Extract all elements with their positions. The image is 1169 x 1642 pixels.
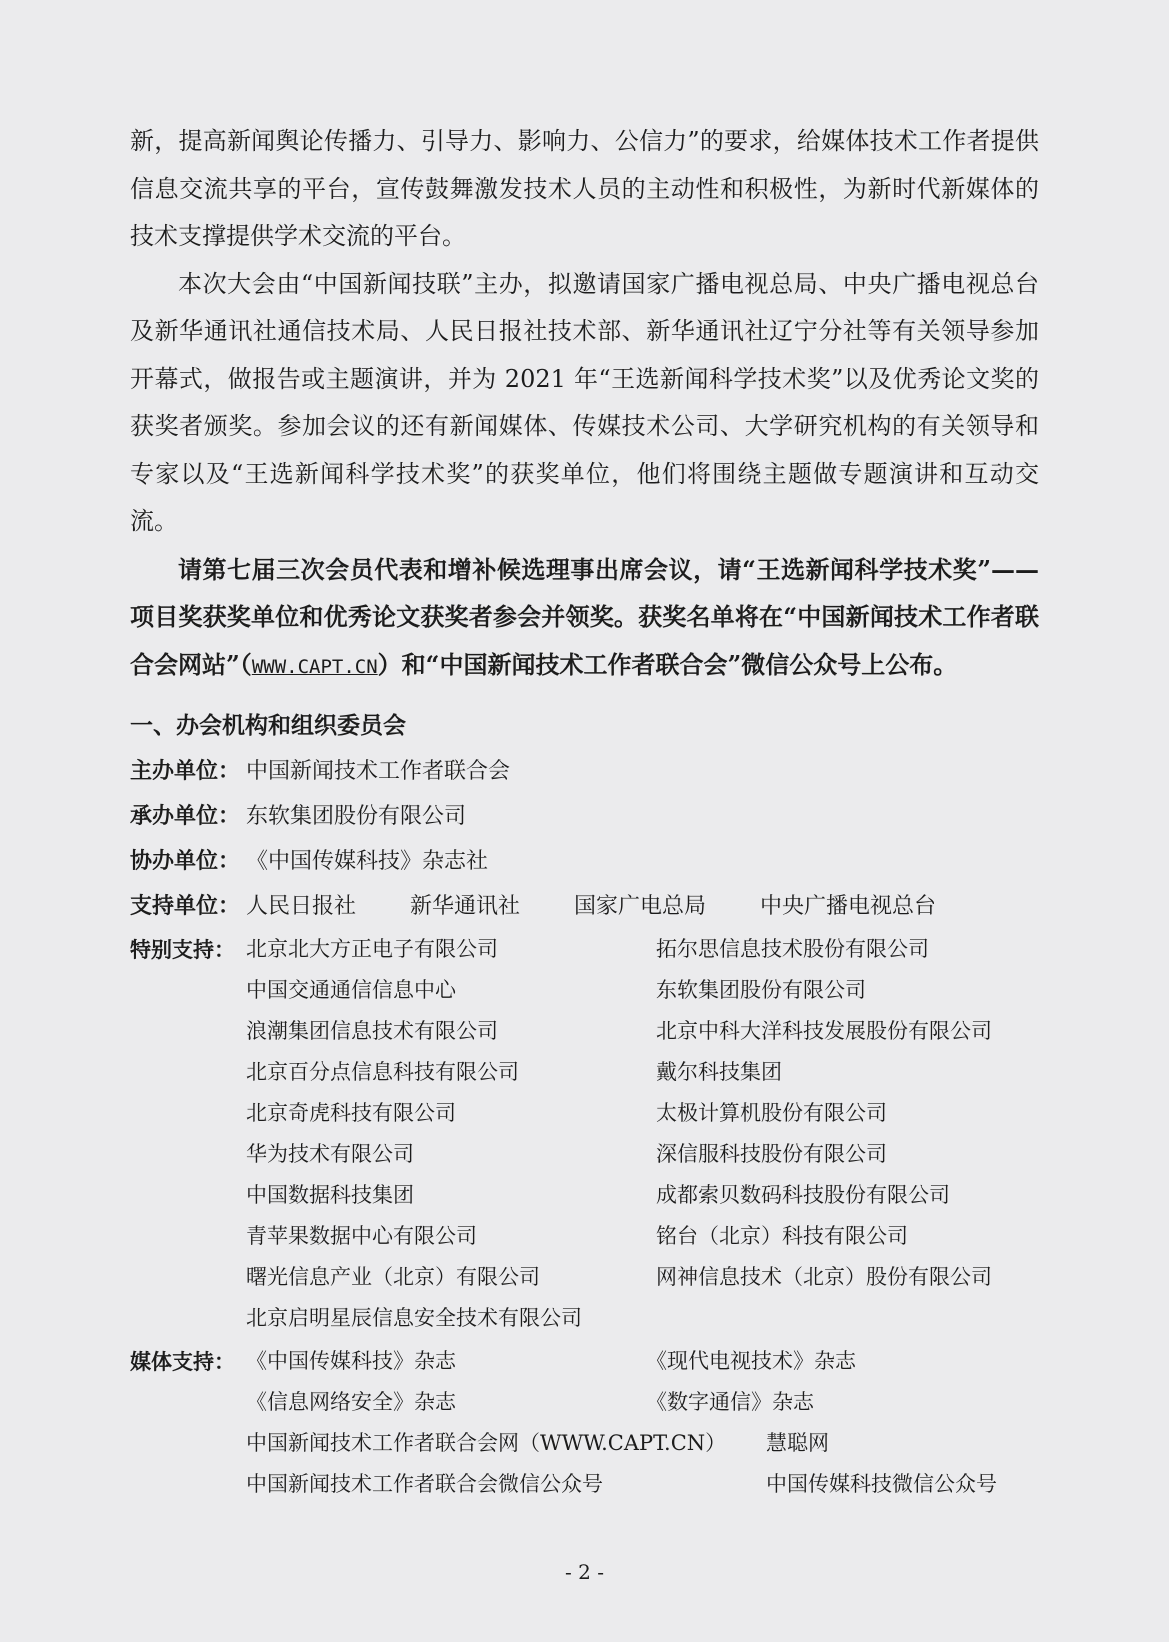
paragraph-1: 新，提高新闻舆论传播力、引导力、影响力、公信力”的要求，给媒体技术工作者提供信息交流共享的平台，宣传鼓舞激发技术人员的主动性和积极性，为新时代新媒体的技术支撑提供学术交流的平台。 [130,127,1039,250]
media-support-item: 中国新闻技术工作者联合会微信公众号 [246,1472,603,1496]
paragraph-3-part-a: 请第七届三次会员代表和增补候选理事出席会议，请“王选新闻科学技术奖”——项目奖获奖单位和优秀论文获奖者参会并领奖。获奖名单将在“中国新闻技术工作者联合会网站”（ [130,554,1039,679]
special-support-row [130,1052,1039,1093]
special-support-item: 北京百分点信息科技有限公司 [246,1060,519,1084]
special-support-item: 华为技术有限公司 [246,1142,414,1166]
special-support-item: 北京北大方正电子有限公司 [246,937,498,961]
special-support-item: 铭台（北京）科技有限公司 [656,1224,908,1248]
special-support-row [130,1175,1039,1216]
media-support-label: 媒体支持： [130,1349,235,1374]
supporter-item: 国家广电总局 [574,894,707,919]
organizer-value: 东软集团股份有限公司 [246,804,467,829]
special-support-item: 成都索贝数码科技股份有限公司 [656,1183,950,1207]
media-support-row [130,1464,1039,1505]
special-support-item: 东软集团股份有限公司 [656,978,866,1002]
media-support-item: 《中国传媒科技》杂志 [246,1349,456,1373]
special-support-item: 北京启明星辰信息安全技术有限公司 [246,1306,582,1330]
supporter-item: 中央广播电视总台 [760,894,937,919]
paragraph-3-part-b: ）和“中国新闻技术工作者联合会”微信公众号上公布。 [377,649,958,679]
special-support-item: 青苹果数据中心有限公司 [246,1224,477,1248]
special-support-row [130,1093,1039,1134]
media-support-item: 《数字通信》杂志 [646,1390,814,1414]
special-support-item: 北京中科大洋科技发展股份有限公司 [656,1019,992,1043]
special-support-item: 中国数据科技集团 [246,1183,414,1207]
media-support-row [130,1341,1039,1382]
media-support-list [130,1341,1039,1505]
media-support-row [130,1382,1039,1423]
media-support-item: 《信息网络安全》杂志 [246,1390,456,1414]
host-row [130,749,1039,794]
host-value: 中国新闻技术工作者联合会 [246,759,511,784]
special-support-item: 深信服科技股份有限公司 [656,1142,887,1166]
media-support-item: 《现代电视技术》杂志 [646,1349,856,1373]
special-support-row [130,1257,1039,1298]
media-support-row [130,1423,1039,1464]
special-support-item: 网神信息技术（北京）股份有限公司 [656,1265,992,1289]
supporter-item: 新华通讯社 [410,894,521,919]
website-link[interactable]: WWW.CAPT.CN [251,655,378,678]
special-support-item: 太极计算机股份有限公司 [656,1101,887,1125]
special-support-row [130,1011,1039,1052]
special-support-label: 特别支持： [130,937,235,962]
supporters-list [246,884,936,929]
special-support-list [130,929,1039,1339]
special-support-row [130,970,1039,1011]
media-support-item: 中国新闻技术工作者联合会网（WWW.CAPT.CN） [246,1431,727,1455]
host-label: 主办单位： [130,758,241,784]
special-support-item: 拓尔思信息技术股份有限公司 [656,937,929,961]
co-organizer-row [130,839,1039,884]
co-organizer-label: 协办单位： [130,848,241,874]
special-support-row [130,929,1039,970]
special-support-item: 北京奇虎科技有限公司 [246,1101,456,1125]
special-support-item: 戴尔科技集团 [656,1060,782,1084]
paragraph-3 [130,546,1039,692]
media-support-item: 中国传媒科技微信公众号 [766,1472,997,1496]
organizer-label: 承办单位： [130,803,241,829]
supporter-item: 人民日报社 [246,894,357,919]
media-support-item: 慧聪网 [766,1431,829,1455]
page-number: - 2 - [565,1560,604,1584]
paragraph-2: 本次大会由“中国新闻技联”主办，拟邀请国家广播电视总局、中央广播电视总台及新华通讯社通信技术局、人民日报社技术部、新华通讯社辽宁分社等有关领导参加开幕式，做报告或主题演讲，并为 2021 年“王选新闻科学技术奖”以及优秀论文奖的获奖者颁奖。参加会议的还有新闻媒体、传媒技术公司、大学研究机构的有关领导和专家以及“王选新闻科学技术奖”的获奖单位，他们将围绕主题做专题演讲和互动交流。 [130,269,1039,535]
organizer-row [130,794,1039,839]
special-support-item: 浪潮集团信息技术有限公司 [246,1019,498,1043]
special-support-row [130,1134,1039,1175]
special-support-item: 中国交通通信信息中心 [246,978,456,1002]
supporters-row [130,884,1039,929]
co-organizer-value: 《中国传媒科技》杂志社 [246,849,489,874]
special-support-row [130,1216,1039,1257]
section-heading: 一、办会机构和组织委员会 [130,712,406,739]
supporters-label: 支持单位： [130,893,241,919]
special-support-row [130,1298,1039,1339]
special-support-item: 曙光信息产业（北京）有限公司 [246,1265,540,1289]
